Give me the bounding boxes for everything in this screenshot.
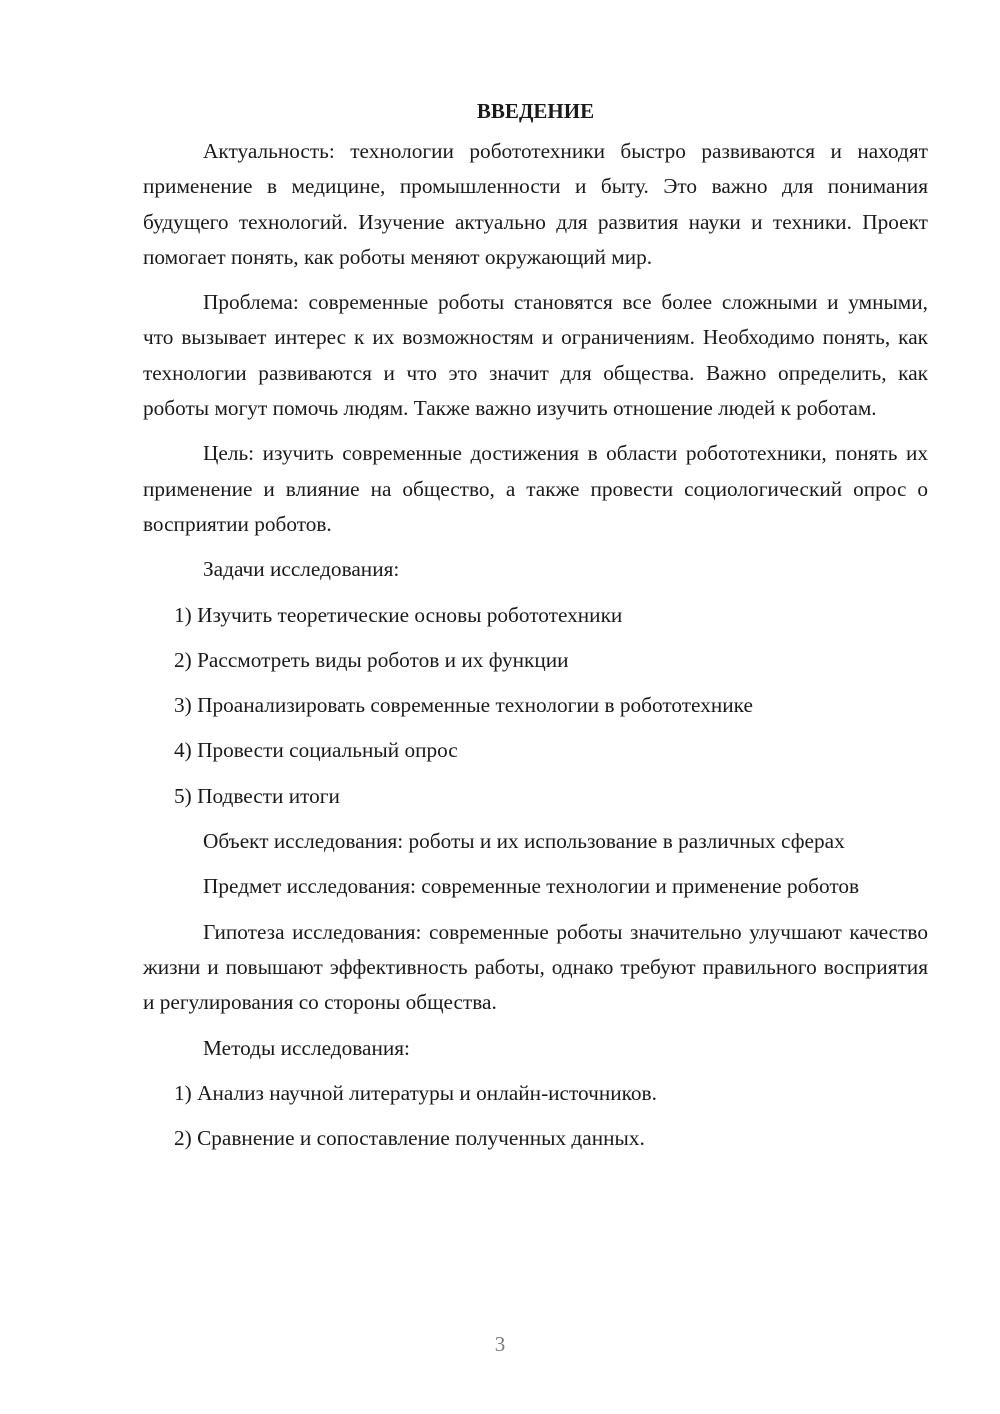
goal-paragraph: Цель: изучить современные достижения в области робототехники, понять их применение и влияние на общество, а также провести социологический опрос о восприятии роботов.: [143, 441, 928, 536]
tasks-heading: Задачи исследования:: [203, 557, 400, 582]
relevance-paragraph: Актуальность: технологии робототехники быстро развиваются и находят применение в медицине, промышленности и быту. Это важно для понимания будущего технологий. Изучение актуально для развития науки и техники. Проект помогает понять, как роботы меняют окружающий мир.: [143, 139, 928, 269]
method-item: 2) Сравнение и сопоставление полученных данных.: [174, 1126, 645, 1151]
object-paragraph: Объект исследования: роботы и их использование в различных сферах: [203, 829, 845, 854]
document-page: [143, 96, 928, 1166]
task-item: 1) Изучить теоретические основы робототехники: [174, 602, 623, 627]
subject-paragraph: Предмет исследования: современные технологии и применение роботов: [203, 874, 860, 899]
task-item: 5) Подвести итоги: [174, 783, 340, 808]
method-item: 1) Анализ научной литературы и онлайн-источников.: [174, 1080, 657, 1105]
task-item: 2) Рассмотреть виды роботов и их функции: [174, 647, 569, 672]
methods-heading: Методы исследования:: [203, 1035, 410, 1060]
page-number: 3: [494, 1332, 506, 1356]
page-title: ВВЕДЕНИЕ: [476, 99, 595, 123]
hypothesis-paragraph: Гипотеза исследования: современные роботы значительно улучшают качество жизни и повышают эффективность работы, однако требуют правильного восприятия и регулирования со стороны общества.: [143, 919, 928, 1015]
problem-paragraph: Проблема: современные роботы становятся все более сложными и умными, что вызывает интерес к их возможностям и ограничениям. Необходимо понять, как технологии развиваются и что это значит для общества. Важно определить, как роботы могут помочь людям. Также важно изучить отношение людей к роботам.: [143, 290, 928, 421]
task-item: 3) Проанализировать современные технологии в робототехнике: [174, 693, 753, 718]
task-item: 4) Провести социальный опрос: [174, 738, 458, 763]
